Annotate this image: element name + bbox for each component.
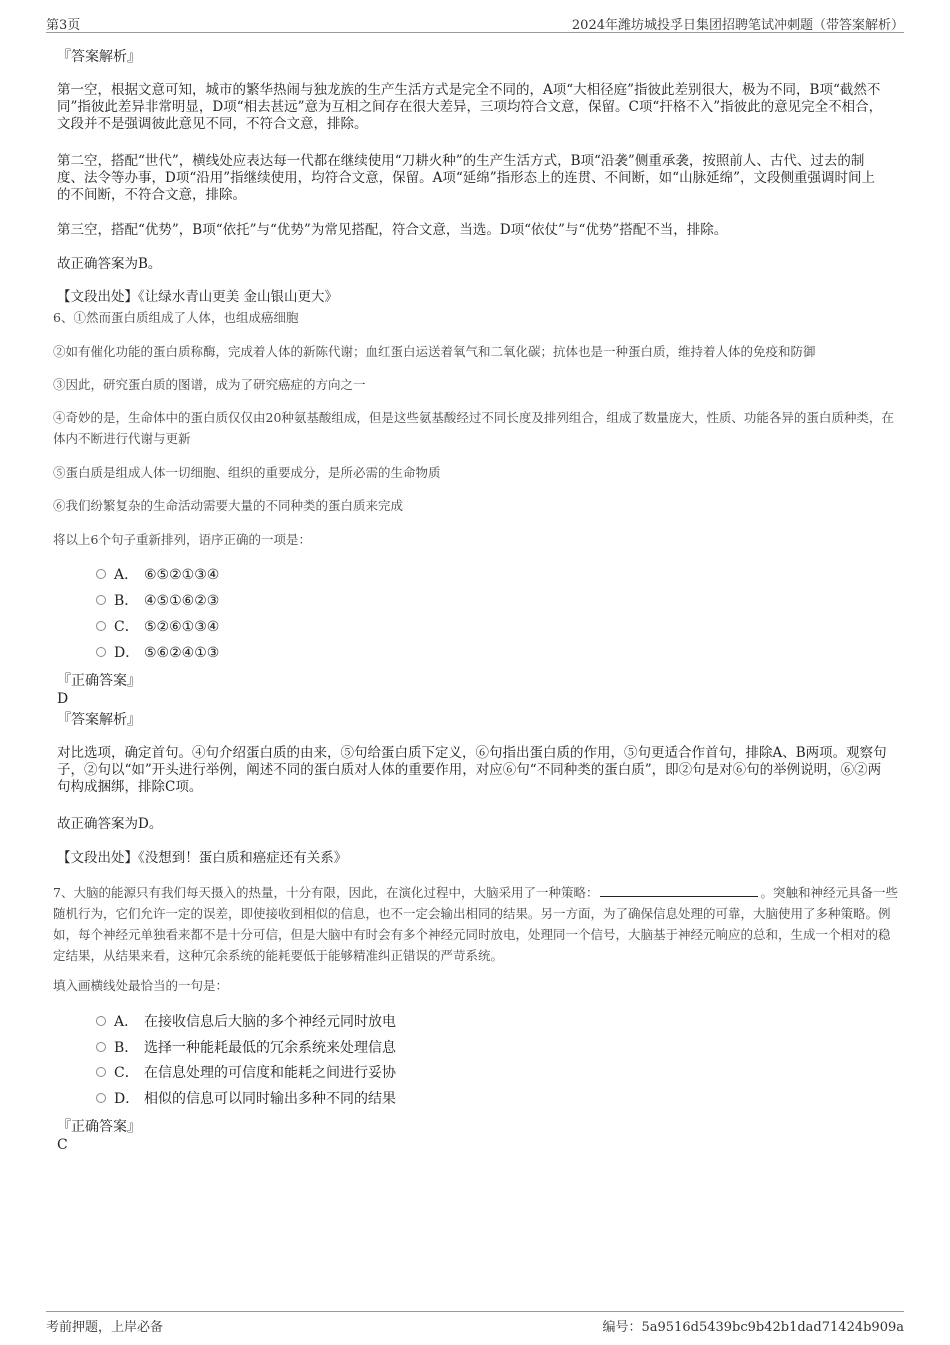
footer-slogan: 考前押题，上岸必备 [46,1320,164,1335]
page-number: 第3页 [46,18,81,33]
q6-sentence-3: ③因此，研究蛋白质的图谱，成为了研究癌症的方向之一 [53,377,366,392]
q5-analysis-para-3: 第三空，搭配“优势”，B项“依托”与“优势”为常见搭配，符合文意，当选。D项“依仗”与“优势”搭配不当，排除。 [57,222,728,238]
q6-analysis-label: 『答案解析』 [57,712,141,728]
radio-icon[interactable] [96,1093,106,1103]
q5-conclusion: 故正确答案为B。 [57,256,162,272]
q6-sentence-5: ⑤蛋白质是组成人体一切细胞、组织的重要成分，是所必需的生命物质 [53,465,441,480]
q6-option-d[interactable]: D． ⑤⑥②④①③ [96,643,219,663]
q7-stem: 7、大脑的能源只有我们每天摄入的热量，十分有限，因此，在演化过程中，大脑采用了一种策略： 。突触和神经元具备一些随机行为，它们允许一定的误差，即使接收到相似的信息，也不一定会输出相同的结果。另一方面，为了确保信息处理的可靠，大脑使用了多种策略。例如，每个神经元单独看来都不是十分可信，但是大脑中有时会有多个神经元同时放电，处理同一个信号，大脑基于神经元响应的总和，生成一个相对的稳定结果，从结果来看，这种冗余系统的能耗要低于能够精准纠正错误的严苛系统。 [53,885,898,963]
document-title: 2024年潍坊城投孚日集团招聘笔试冲刺题（带答案解析） [571,18,904,33]
q6-conclusion: 故正确答案为D。 [57,816,163,832]
q6-sentence-1: 6、①然而蛋白质组成了人体，也组成癌细胞 [53,310,299,325]
radio-icon[interactable] [96,569,106,579]
page-header [46,14,904,33]
q7-option-a[interactable]: A． 在接收信息后大脑的多个神经元同时放电 [96,1012,396,1032]
q5-source: 【文段出处】《让绿水青山更美 金山银山更大》 [57,289,339,305]
radio-icon[interactable] [96,647,106,657]
q6-answer: D [57,691,69,707]
q5-analysis-para-1: 第一空，根据文意可知，城市的繁华热闹与独龙族的生产生活方式是完全不同的，A项“大相径庭”指彼此差别很大，极为不同，B项“截然不同”指彼此差异非常明显，D项“相去甚远”意为互相之间存在很大差异，三项均符合文意，保留。C项“扞格不入”指彼此的意见完全不相合，文段并不是强调彼此意见不同，不符合文意，排除。 [57,82,883,132]
q7-option-d[interactable]: D． 相似的信息可以同时输出多种不同的结果 [96,1089,396,1109]
q7-prompt: 填入画横线处最恰当的一句是： [53,978,229,993]
radio-icon[interactable] [96,1067,106,1077]
q7-option-c[interactable]: C． 在信息处理的可信度和能耗之间进行妥协 [96,1063,396,1083]
q6-source: 【文段出处】《没想到！蛋白质和癌症还有关系》 [57,850,348,866]
radio-icon[interactable] [96,621,106,631]
q7-answer: C [57,1137,68,1153]
q7-answer-label: 『正确答案』 [57,1119,141,1135]
q5-analysis-para-2: 第二空，搭配“世代”，横线处应表达每一代都在继续使用“刀耕火种”的生产生活方式，B项“沿袭”侧重承袭，按照前人、古代、过去的制度、法令等办事，D项“沿用”指继续使用，均符合文意，保留。A项“延绵”指形态上的连贯、不间断，如“山脉延绵”，文段侧重强调时间上的不间断，不符合文意，排除。 [57,153,875,203]
q6-answer-label: 『正确答案』 [57,673,141,689]
q6-option-c[interactable]: C． ⑤②⑥①③④ [96,617,219,637]
radio-icon[interactable] [96,1016,106,1026]
radio-icon[interactable] [96,1042,106,1052]
q6-sentence-4: ④奇妙的是，生命体中的蛋白质仅仅由20种氨基酸组成，但是这些氨基酸经过不同长度及排列组合，组成了数量庞大，性质、功能各异的蛋白质种类，在体内不断进行代谢与更新 [53,410,894,446]
q6-option-a[interactable]: A． ⑥⑤②①③④ [96,565,219,585]
q7-option-b[interactable]: B． 选择一种能耗最低的冗余系统来处理信息 [96,1038,396,1058]
radio-icon[interactable] [96,595,106,605]
q6-prompt: 将以上6个句子重新排列，语序正确的一项是： [53,532,311,547]
q6-sentence-2: ②如有催化功能的蛋白质称酶，完成着人体的新陈代谢；血红蛋白运送着氧气和二氧化碳；抗体也是一种蛋白质，维持着人体的免疫和防御 [53,344,816,359]
document-serial: 编号：5a9516d5439bc9b42b1dad71424b909a [602,1320,904,1335]
q6-sentence-6: ⑥我们纷繁复杂的生命活动需要大量的不同种类的蛋白质来完成 [53,498,404,513]
page-footer [46,1311,904,1336]
q6-option-b[interactable]: B． ④⑤①⑥②③ [96,591,219,611]
q5-analysis-label: 『答案解析』 [57,49,141,65]
answer-blank [600,884,758,897]
q6-analysis: 对比选项，确定首句。④句介绍蛋白质的由来，⑤句给蛋白质下定义，⑥句指出蛋白质的作用，⑤句更适合作首句，排除A、B两项。观察句子，②句以“如”开头进行举例，阐述不同的蛋白质对人体的重要作用，对应⑥句“不同种类的蛋白质”，即②句是对⑥句的举例说明，⑥②两句构成捆绑，排除C项。 [57,745,887,795]
